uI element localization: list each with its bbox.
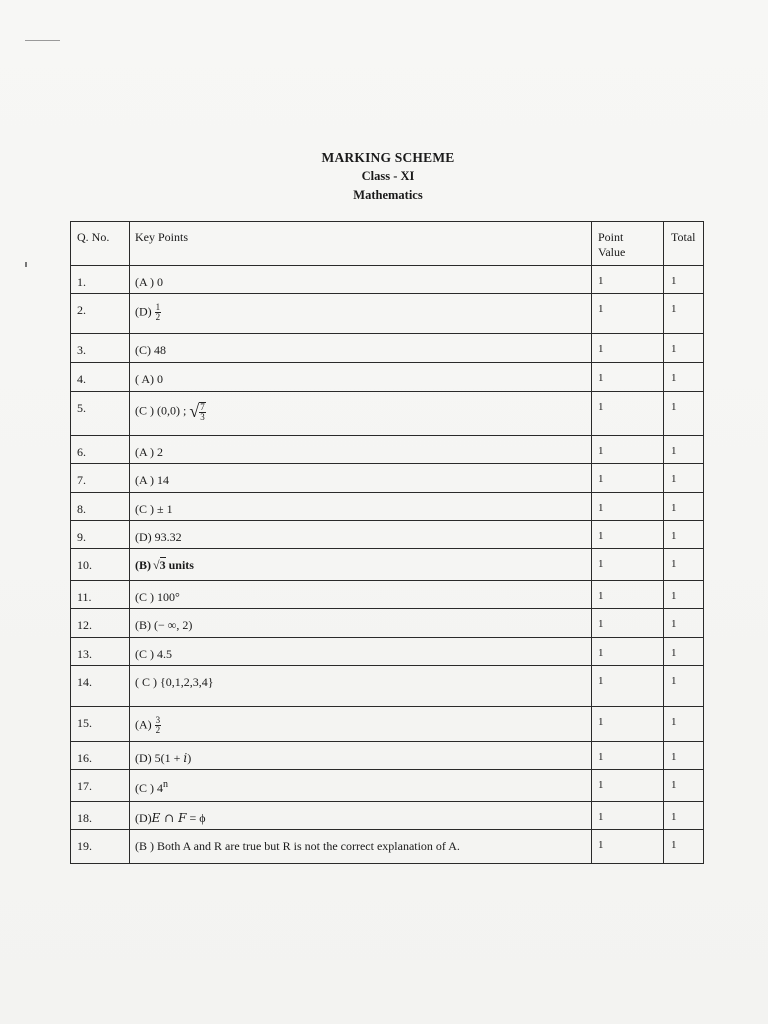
fraction-denominator: 2 — [155, 725, 161, 735]
key-text: (A ) 0 — [135, 275, 163, 289]
key-point — [130, 334, 592, 363]
key-point — [130, 666, 592, 707]
point-value: 1 — [592, 830, 664, 864]
fraction-numerator: 7 — [200, 401, 205, 412]
radicand: 3 — [159, 558, 166, 572]
table-row — [71, 521, 704, 549]
point-value: 1 — [592, 802, 664, 830]
point-value: 1 — [592, 549, 664, 581]
point-value: 1 — [592, 294, 664, 334]
key-point — [130, 521, 592, 549]
table-row — [71, 830, 704, 864]
question-number: 1. — [71, 266, 130, 294]
key-text-prefix: (D) — [135, 811, 152, 825]
point-value: 1 — [592, 436, 664, 464]
fraction-numerator: 1 — [155, 302, 161, 312]
total-value: 1 — [664, 830, 704, 864]
question-number: 2. — [71, 294, 130, 334]
key-text: (C ) (0,0) ; — [135, 403, 187, 418]
key-point — [130, 802, 592, 830]
total-value: 1 — [664, 392, 704, 436]
key-point — [130, 742, 592, 770]
fraction — [199, 402, 206, 422]
key-text-suffix: = ϕ — [186, 811, 206, 825]
point-value-line2: Value — [598, 245, 626, 259]
column-header-point-value — [592, 222, 664, 266]
point-value: 1 — [592, 666, 664, 707]
table-row — [71, 294, 704, 334]
column-header-total: Total — [664, 222, 704, 266]
point-value: 1 — [592, 266, 664, 294]
key-point — [130, 464, 592, 493]
table-row — [71, 464, 704, 493]
fraction-denominator: 3 — [200, 411, 205, 422]
key-point — [130, 830, 592, 864]
question-number: 18. — [71, 802, 130, 830]
question-number: 17. — [71, 770, 130, 802]
total-value: 1 — [664, 742, 704, 770]
key-point — [130, 266, 592, 294]
table-row — [71, 334, 704, 363]
point-value: 1 — [592, 581, 664, 609]
key-text-suffix: ) — [187, 751, 192, 765]
subject-label: Mathematics — [353, 188, 423, 202]
question-number: 6. — [71, 436, 130, 464]
column-header-qno: Q. No. — [71, 222, 130, 266]
table-row — [71, 363, 704, 392]
table-row — [71, 493, 704, 521]
key-text: (D) — [135, 304, 152, 319]
table-row — [71, 638, 704, 666]
total-value: 1 — [664, 493, 704, 521]
fraction-numerator: 3 — [155, 715, 161, 725]
question-number: 13. — [71, 638, 130, 666]
key-text-prefix: (B) — [135, 558, 151, 572]
question-number: 10. — [71, 549, 130, 581]
key-point — [130, 770, 592, 802]
total-value: 1 — [664, 436, 704, 464]
total-value: 1 — [664, 581, 704, 609]
total-value: 1 — [664, 707, 704, 742]
key-point — [130, 436, 592, 464]
class-label: Class - XI — [361, 169, 415, 183]
key-point — [130, 581, 592, 609]
total-value: 1 — [664, 294, 704, 334]
point-value: 1 — [592, 464, 664, 493]
question-number: 12. — [71, 609, 130, 638]
point-value: 1 — [592, 334, 664, 363]
fraction — [155, 303, 162, 322]
key-text: (C ) 100° — [135, 590, 180, 604]
point-value: 1 — [592, 392, 664, 436]
key-point — [130, 707, 592, 742]
table-row — [71, 266, 704, 294]
total-value: 1 — [664, 666, 704, 707]
table-row — [71, 581, 704, 609]
point-value: 1 — [592, 609, 664, 638]
fraction-denominator: 2 — [155, 312, 161, 322]
exponent: n — [163, 779, 168, 790]
total-value: 1 — [664, 521, 704, 549]
scan-mark — [25, 262, 27, 267]
question-number: 9. — [71, 521, 130, 549]
key-point — [130, 392, 592, 436]
question-number: 5. — [71, 392, 130, 436]
total-value: 1 — [664, 770, 704, 802]
table-header-row — [71, 222, 704, 266]
question-number: 8. — [71, 493, 130, 521]
key-point — [130, 549, 592, 581]
point-value: 1 — [592, 638, 664, 666]
question-number: 11. — [71, 581, 130, 609]
table-row — [71, 707, 704, 742]
total-value: 1 — [664, 549, 704, 581]
point-value: 1 — [592, 742, 664, 770]
question-number: 19. — [71, 830, 130, 864]
total-value: 1 — [664, 464, 704, 493]
total-value: 1 — [664, 609, 704, 638]
math-variable: E ∩ F — [151, 811, 187, 825]
key-text: ( A) 0 — [135, 372, 163, 386]
key-text: (C) 48 — [135, 343, 166, 357]
key-text: ( C ) {0,1,2,3,4} — [135, 675, 214, 689]
question-number: 15. — [71, 707, 130, 742]
point-value: 1 — [592, 363, 664, 392]
column-header-key-points: Key Points — [130, 222, 592, 266]
key-point — [130, 609, 592, 638]
sqrt-symbol: √ — [153, 558, 160, 572]
point-value: 1 — [592, 770, 664, 802]
key-text-prefix: (D) 5(1 + — [135, 751, 184, 765]
key-text: (D) 93.32 — [135, 530, 182, 544]
marking-table — [70, 221, 704, 864]
total-value: 1 — [664, 363, 704, 392]
table-row — [71, 609, 704, 638]
question-number: 3. — [71, 334, 130, 363]
document-title: MARKING SCHEME — [321, 150, 455, 165]
key-text: (B ) Both A and R are true but R is not the correct explanation of A. — [135, 839, 460, 853]
key-point — [130, 638, 592, 666]
key-text: (B) (− ∞, 2) — [135, 618, 193, 632]
scan-mark — [25, 40, 60, 41]
sqrt-symbol: √ — [189, 401, 200, 421]
key-text-prefix: (C ) 4 — [135, 781, 163, 795]
document-header — [0, 148, 768, 205]
key-text: (C ) 4.5 — [135, 647, 172, 661]
table-row — [71, 770, 704, 802]
table-row — [71, 666, 704, 707]
question-number: 7. — [71, 464, 130, 493]
question-number: 14. — [71, 666, 130, 707]
question-number: 4. — [71, 363, 130, 392]
point-value: 1 — [592, 707, 664, 742]
key-text: (A ) 14 — [135, 473, 169, 487]
key-text: (A ) 2 — [135, 445, 163, 459]
point-value-line1: Point — [598, 230, 624, 244]
table-row — [71, 436, 704, 464]
point-value: 1 — [592, 521, 664, 549]
key-text-suffix: units — [168, 558, 194, 572]
key-text: (C ) ± 1 — [135, 502, 173, 516]
total-value: 1 — [664, 266, 704, 294]
point-value: 1 — [592, 493, 664, 521]
table-row — [71, 549, 704, 581]
key-point — [130, 294, 592, 334]
total-value: 1 — [664, 802, 704, 830]
fraction — [155, 716, 162, 735]
total-value: 1 — [664, 334, 704, 363]
table-row — [71, 742, 704, 770]
math-variable: i — [183, 751, 188, 765]
key-point — [130, 493, 592, 521]
table-row — [71, 392, 704, 436]
key-text: (A) — [135, 717, 152, 732]
table-row — [71, 802, 704, 830]
total-value: 1 — [664, 638, 704, 666]
table-body — [71, 266, 704, 864]
key-point — [130, 363, 592, 392]
question-number: 16. — [71, 742, 130, 770]
